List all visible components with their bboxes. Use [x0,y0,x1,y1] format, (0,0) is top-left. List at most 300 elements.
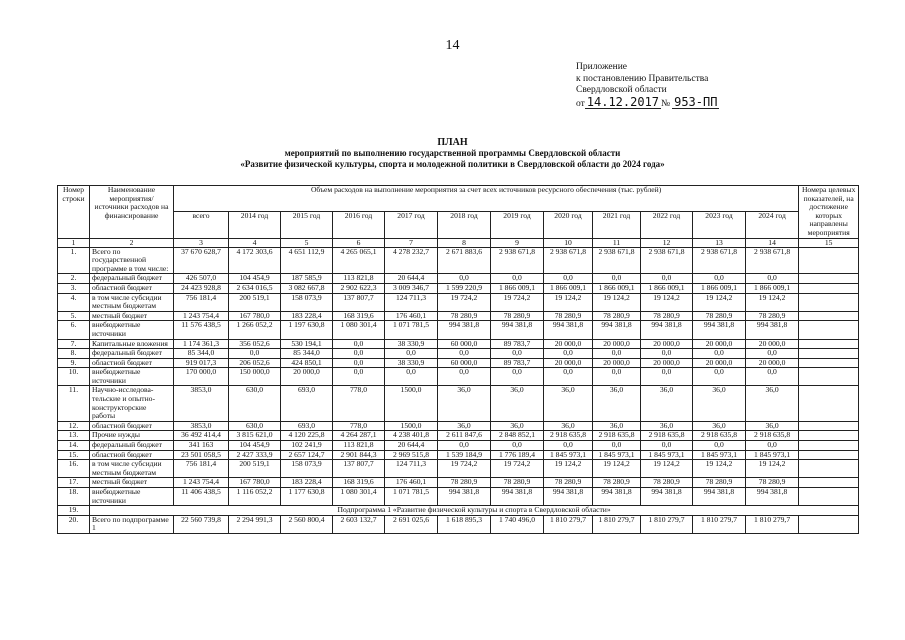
value-cell: 20 644,4 [385,441,438,451]
value-cell: 0,0 [438,368,491,386]
value-cell: 1 866 009,1 [491,283,544,293]
value-cell: 3853,0 [174,386,229,421]
header-year: 2019 год [491,212,544,238]
value-cell: 36,0 [438,421,491,431]
subprogram-title: Подпрограмма 1 «Развитие физической культуры и спорта в Свердловской области» [90,506,859,516]
value-cell: 36,0 [491,421,544,431]
column-number: 9 [491,238,544,247]
value-cell: 19 124,2 [693,460,746,478]
value-cell: 11 406 438,5 [174,488,229,506]
value-cell: 158 073,9 [281,293,333,311]
value-cell: 341 163 [174,441,229,451]
row-number: 17. [58,478,90,488]
value-cell: 36,0 [746,386,799,421]
value-cell: 1 071 781,5 [385,321,438,339]
row-name: Капитальные вложения [90,339,174,349]
column-number: 15 [799,238,859,247]
row-number: 16. [58,460,90,478]
value-cell: 4 278 232,7 [385,247,438,274]
value-cell: 2 918 635,8 [693,431,746,441]
table-row [58,283,859,293]
value-cell: 1 810 279,7 [593,515,641,533]
value-cell: 2 938 671,8 [544,247,593,274]
value-cell: 78 280,9 [593,311,641,321]
value-cell: 1 866 009,1 [544,283,593,293]
value-cell: 19 724,2 [491,460,544,478]
value-cell: 994 381,8 [491,488,544,506]
value-cell: 1 810 279,7 [746,515,799,533]
value-cell: 4 265 065,1 [333,247,385,274]
indicator-cell [799,349,859,359]
value-cell: 0,0 [641,274,693,284]
value-cell: 0,0 [438,349,491,359]
value-cell: 0,0 [544,274,593,284]
indicator-cell [799,441,859,451]
value-cell: 36,0 [593,386,641,421]
value-cell: 778,0 [333,421,385,431]
value-cell: 78 280,9 [746,311,799,321]
value-cell: 36,0 [593,421,641,431]
value-cell: 2 671 883,6 [438,247,491,274]
value-cell: 994 381,8 [641,321,693,339]
value-cell: 183 228,4 [281,311,333,321]
appendix-line: Приложение [576,62,627,72]
value-cell: 0,0 [385,349,438,359]
value-cell: 0,0 [491,274,544,284]
table-row [58,450,859,460]
row-number: 18. [58,488,90,506]
value-cell: 4 120 225,8 [281,431,333,441]
table-row [58,421,859,431]
value-cell: 137 807,7 [333,293,385,311]
value-cell: 1 866 009,1 [593,283,641,293]
value-cell: 20 000,0 [593,339,641,349]
value-cell: 200 519,1 [229,293,281,311]
value-cell: 1 174 361,3 [174,339,229,349]
value-cell: 1 866 009,1 [693,283,746,293]
value-cell: 78 280,9 [544,478,593,488]
value-cell: 19 724,2 [438,460,491,478]
indicator-cell [799,386,859,421]
value-cell: 167 780,0 [229,478,281,488]
value-cell: 78 280,9 [641,311,693,321]
value-cell: 1 776 189,4 [491,450,544,460]
value-cell: 2 938 671,8 [746,247,799,274]
header-name: Наименование мероприятия/ источники расходов на финансирование [90,186,174,239]
value-cell: 24 423 928,8 [174,283,229,293]
value-cell: 1 845 973,1 [693,450,746,460]
value-cell: 0,0 [544,368,593,386]
value-cell: 0,0 [385,368,438,386]
value-cell: 356 052,6 [229,339,281,349]
value-cell: 85 344,0 [174,349,229,359]
value-cell: 4 264 287,1 [333,431,385,441]
title-line-1: мероприятий по выполнению государственной программы Свердловской области [284,148,621,158]
row-name: внебюджетные источники [90,368,174,386]
value-cell: 2 848 852,1 [491,431,544,441]
value-cell: 78 280,9 [693,311,746,321]
value-cell: 1 866 009,1 [746,283,799,293]
value-cell: 36 492 414,4 [174,431,229,441]
column-number: 7 [385,238,438,247]
value-cell: 778,0 [333,386,385,421]
value-cell: 2 634 016,5 [229,283,281,293]
row-name: областной бюджет [90,450,174,460]
value-cell: 994 381,8 [544,488,593,506]
header-year: 2015 год [281,212,333,238]
value-cell: 1 116 052,2 [229,488,281,506]
value-cell: 1500,0 [385,386,438,421]
value-cell: 60 000,0 [438,339,491,349]
resolution-number: 953-ПП [674,94,718,109]
value-cell: 20 000,0 [544,358,593,368]
row-number: 11. [58,386,90,421]
value-cell: 0,0 [544,441,593,451]
indicator-cell [799,478,859,488]
value-cell: 168 319,6 [333,478,385,488]
header-years-row [58,212,859,238]
value-cell: 36,0 [641,421,693,431]
value-cell: 1500,0 [385,421,438,431]
value-cell: 1 845 973,1 [544,450,593,460]
value-cell: 2 969 515,8 [385,450,438,460]
appendix-date-line [576,94,719,111]
row-number: 3. [58,283,90,293]
value-cell: 630,0 [229,421,281,431]
row-name: областной бюджет [90,421,174,431]
title-heading: ПЛАН [437,137,468,148]
value-cell: 4 172 303,6 [229,247,281,274]
value-cell: 168 319,6 [333,311,385,321]
value-cell: 994 381,8 [491,321,544,339]
value-cell: 693,0 [281,421,333,431]
value-cell: 176 460,1 [385,311,438,321]
column-number: 2 [90,238,174,247]
indicator-cell [799,488,859,506]
value-cell: 19 124,2 [544,293,593,311]
indicator-cell [799,247,859,274]
value-cell: 0,0 [641,349,693,359]
table-row [58,339,859,349]
row-name: областной бюджет [90,283,174,293]
header-volume: Объем расходов на выполнение мероприятия за счет всех источников ресурсного обеспечения (тыс. рублей) [174,186,799,212]
table-row [58,311,859,321]
row-name: местный бюджет [90,311,174,321]
value-cell: 0,0 [693,368,746,386]
indicator-cell [799,431,859,441]
value-cell: 0,0 [593,274,641,284]
value-cell: 23 501 058,5 [174,450,229,460]
value-cell: 2 901 844,3 [333,450,385,460]
value-cell: 994 381,8 [693,321,746,339]
value-cell: 2 657 124,7 [281,450,333,460]
value-cell: 102 241,9 [281,441,333,451]
value-cell: 919 017,3 [174,358,229,368]
column-number: 1 [58,238,90,247]
value-cell: 0,0 [333,339,385,349]
value-cell: 113 821,8 [333,274,385,284]
value-cell: 630,0 [229,386,281,421]
header-row-no: Номер строки [58,186,90,239]
value-cell: 0,0 [593,441,641,451]
value-cell: 20 000,0 [281,368,333,386]
value-cell: 4 651 112,9 [281,247,333,274]
header-year: 2020 год [544,212,593,238]
row-number: 6. [58,321,90,339]
table-row [58,247,859,274]
value-cell: 137 807,7 [333,460,385,478]
row-number: 20. [58,515,90,533]
value-cell: 0,0 [693,441,746,451]
row-name: местный бюджет [90,478,174,488]
header-year: 2022 год [641,212,693,238]
value-cell: 2 560 800,4 [281,515,333,533]
header-year: 2016 год [333,212,385,238]
indicator-cell [799,283,859,293]
value-cell: 19 124,2 [746,460,799,478]
value-cell: 994 381,8 [641,488,693,506]
row-name: Всего по государственной программе в том числе: [90,247,174,274]
table-row [58,431,859,441]
value-cell: 693,0 [281,386,333,421]
value-cell: 19 124,2 [641,460,693,478]
value-cell: 994 381,8 [746,321,799,339]
value-cell: 2 918 635,8 [544,431,593,441]
row-number: 12. [58,421,90,431]
value-cell: 20 000,0 [746,339,799,349]
value-cell: 1 845 973,1 [641,450,693,460]
column-number: 3 [174,238,229,247]
value-cell: 36,0 [491,386,544,421]
indicator-cell [799,358,859,368]
value-cell: 78 280,9 [544,311,593,321]
value-cell: 19 124,2 [593,293,641,311]
value-cell: 78 280,9 [438,311,491,321]
table-row [58,274,859,284]
indicator-cell [799,339,859,349]
value-cell: 176 460,1 [385,478,438,488]
header-year: всего [174,212,229,238]
value-cell: 20 000,0 [693,339,746,349]
value-cell: 2 603 132,7 [333,515,385,533]
value-cell: 20 000,0 [641,339,693,349]
value-cell: 36,0 [693,386,746,421]
value-cell: 78 280,9 [593,478,641,488]
indicator-cell [799,293,859,311]
value-cell: 0,0 [593,368,641,386]
value-cell: 104 454,9 [229,441,281,451]
value-cell: 1 080 301,4 [333,321,385,339]
row-number: 2. [58,274,90,284]
value-cell: 2 611 847,6 [438,431,491,441]
value-cell: 0,0 [746,274,799,284]
value-cell: 78 280,9 [641,478,693,488]
indicator-cell [799,321,859,339]
table-row [58,386,859,421]
value-cell: 20 000,0 [693,358,746,368]
header-year: 2018 год [438,212,491,238]
value-cell: 19 124,2 [746,293,799,311]
value-cell: 78 280,9 [693,478,746,488]
value-cell: 1 845 973,1 [746,450,799,460]
value-cell: 38 330,9 [385,339,438,349]
table-row [58,515,859,533]
value-cell: 1 266 052,2 [229,321,281,339]
value-cell: 3 082 667,8 [281,283,333,293]
value-cell: 3853,0 [174,421,229,431]
value-cell: 1 845 973,1 [593,450,641,460]
subprogram-row [58,506,859,516]
value-cell: 2 938 671,8 [641,247,693,274]
resolution-date: 14.12.2017 [586,94,660,109]
column-number: 5 [281,238,333,247]
row-name: Прочие нужды [90,431,174,441]
value-cell: 38 330,9 [385,358,438,368]
number-label: № [661,98,671,109]
row-number: 13. [58,431,90,441]
indicator-cell [799,421,859,431]
row-name: Всего по подпрограмме 1 [90,515,174,533]
table-row [58,441,859,451]
row-name: федеральный бюджет [90,349,174,359]
value-cell: 2 938 671,8 [593,247,641,274]
value-cell: 1 539 184,9 [438,450,491,460]
value-cell: 0,0 [229,349,281,359]
value-cell: 2 918 635,8 [593,431,641,441]
table-row [58,488,859,506]
row-number: 14. [58,441,90,451]
value-cell: 994 381,8 [746,488,799,506]
value-cell: 1 740 496,0 [491,515,544,533]
table-row [58,293,859,311]
value-cell: 0,0 [491,349,544,359]
value-cell: 2 294 991,3 [229,515,281,533]
column-number: 10 [544,238,593,247]
value-cell: 0,0 [693,274,746,284]
column-number: 14 [746,238,799,247]
value-cell: 60 000,0 [438,358,491,368]
table-row [58,349,859,359]
value-cell: 183 228,4 [281,478,333,488]
indicator-cell [799,311,859,321]
value-cell: 0,0 [641,368,693,386]
appendix-line: Свердловской области [576,85,667,95]
value-cell: 424 850,1 [281,358,333,368]
appendix-block [576,62,719,110]
row-number: 4. [58,293,90,311]
value-cell: 0,0 [333,368,385,386]
value-cell: 36,0 [544,421,593,431]
value-cell: 20 000,0 [746,358,799,368]
value-cell: 994 381,8 [438,488,491,506]
column-number: 6 [333,238,385,247]
value-cell: 19 124,2 [544,460,593,478]
plan-table [57,185,859,534]
value-cell: 36,0 [746,421,799,431]
value-cell: 530 194,1 [281,339,333,349]
value-cell: 113 821,8 [333,441,385,451]
row-name: в том числе субсидии местным бюджетам [90,460,174,478]
value-cell: 1 071 781,5 [385,488,438,506]
row-number: 7. [58,339,90,349]
value-cell: 78 280,9 [438,478,491,488]
value-cell: 1 243 754,4 [174,478,229,488]
value-cell: 11 576 438,5 [174,321,229,339]
column-number: 4 [229,238,281,247]
value-cell: 150 000,0 [229,368,281,386]
header-year: 2023 год [693,212,746,238]
from-label: от [576,98,585,109]
value-cell: 3 815 621,0 [229,431,281,441]
value-cell: 104 454,9 [229,274,281,284]
page-number: 14 [445,38,460,53]
column-number: 11 [593,238,641,247]
value-cell: 2 691 025,6 [385,515,438,533]
column-number: 12 [641,238,693,247]
value-cell: 36,0 [438,386,491,421]
value-cell: 426 507,0 [174,274,229,284]
value-cell: 1 810 279,7 [693,515,746,533]
indicator-cell [799,368,859,386]
value-cell: 1 618 895,3 [438,515,491,533]
appendix-line: к постановлению Правительства [576,73,709,84]
value-cell: 206 052,6 [229,358,281,368]
value-cell: 19 124,2 [593,460,641,478]
value-cell: 2 918 635,8 [746,431,799,441]
indicator-cell [799,460,859,478]
value-cell: 0,0 [438,441,491,451]
value-cell: 19 724,2 [438,293,491,311]
value-cell: 78 280,9 [491,311,544,321]
value-cell: 89 783,7 [491,358,544,368]
value-cell: 756 181,4 [174,293,229,311]
row-number: 1. [58,247,90,274]
value-cell: 22 560 739,8 [174,515,229,533]
value-cell: 78 280,9 [491,478,544,488]
value-cell: 0,0 [746,368,799,386]
value-cell: 200 519,1 [229,460,281,478]
value-cell: 19 124,2 [641,293,693,311]
value-cell: 1 177 630,8 [281,488,333,506]
value-cell: 1 080 301,4 [333,488,385,506]
header-indicators: Номера целевых показателей, на достижение которых направлены мероприятия [799,186,859,239]
value-cell: 4 238 401,8 [385,431,438,441]
value-cell: 187 585,9 [281,274,333,284]
value-cell: 994 381,8 [438,321,491,339]
value-cell: 167 780,0 [229,311,281,321]
value-cell: 20 000,0 [641,358,693,368]
indicator-cell [799,450,859,460]
value-cell: 1 810 279,7 [544,515,593,533]
value-cell: 0,0 [746,349,799,359]
value-cell: 37 670 628,7 [174,247,229,274]
value-cell: 2 427 333,9 [229,450,281,460]
table-row [58,478,859,488]
row-name: федеральный бюджет [90,441,174,451]
row-name: федеральный бюджет [90,274,174,284]
column-number: 8 [438,238,491,247]
value-cell: 3 009 346,7 [385,283,438,293]
value-cell: 1 243 754,4 [174,311,229,321]
value-cell: 994 381,8 [693,488,746,506]
value-cell: 158 073,9 [281,460,333,478]
table-row [58,460,859,478]
value-cell: 2 938 671,8 [491,247,544,274]
row-number: 5. [58,311,90,321]
value-cell: 0,0 [491,441,544,451]
header-year: 2021 год [593,212,641,238]
value-cell: 124 711,3 [385,460,438,478]
